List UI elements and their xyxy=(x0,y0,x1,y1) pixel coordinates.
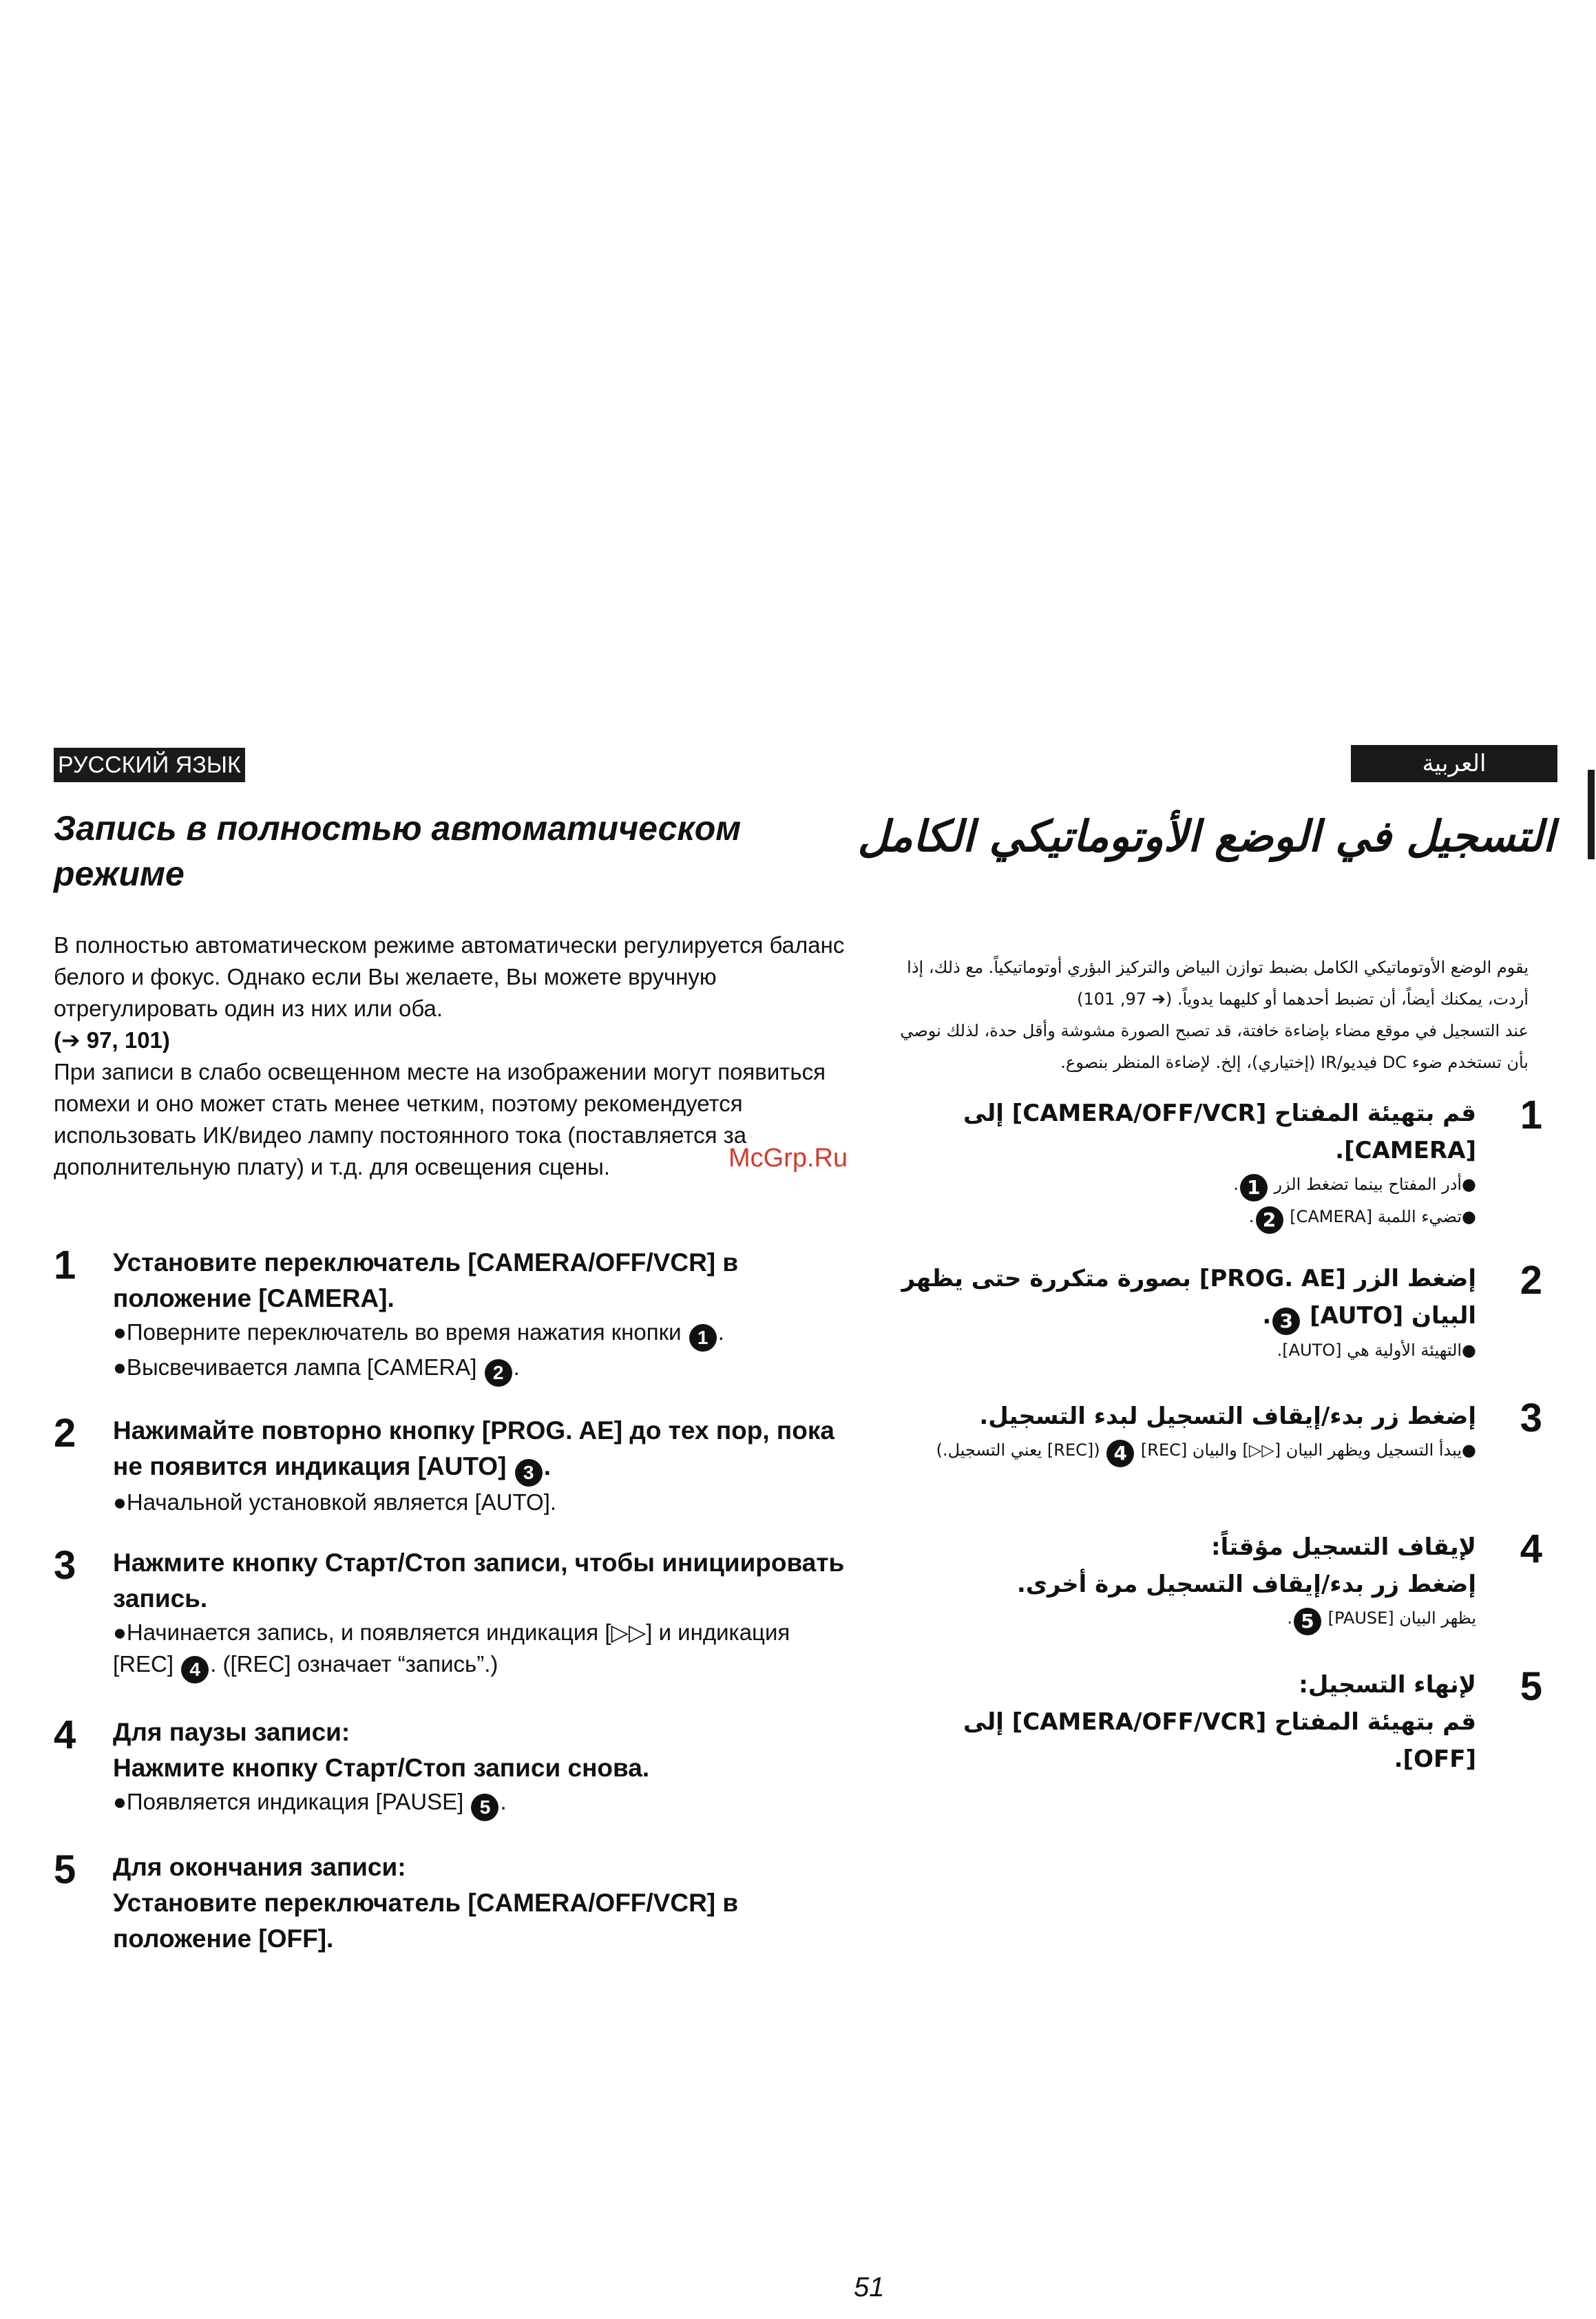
step-number: 5 xyxy=(1520,1664,1542,1709)
step-heading: لإنهاء التسجيل: xyxy=(1299,1671,1476,1699)
step-bullet: ●أدر المفتاح بينما تضغط الزر 1. xyxy=(888,1169,1476,1202)
step-heading: إضغط زر بدء/إيقاف التسجيل لبدء التسجيل. xyxy=(979,1403,1476,1430)
bullet-text: ●Появляется индикация [PAUSE] xyxy=(113,1789,464,1814)
callout-marker: 1 xyxy=(689,1324,717,1352)
callout-marker: 3 xyxy=(1272,1308,1300,1335)
intro-paragraph-2: При записи в слабо освещенном месте на изображении могут появиться помехи и оно может стать менее четким, поэтому рекомендуется использовать ИК/видео лампу постоянного тока (поставляется за дополнительную плату) и т.д. для освещения сцены. xyxy=(54,1059,826,1179)
bullet-text: ●يبدأ التسجيل ويظهر البيان [▷▷] والبيان [REC] xyxy=(1140,1440,1476,1460)
step-2-arabic xyxy=(888,1260,1542,1365)
bullet-text: يظهر البيان [PAUSE] xyxy=(1327,1608,1476,1628)
intro-paragraph-1: В полностью автоматическом режиме автоматически регулируется баланс белого и фокус. Однако если Вы желаете, Вы можете вручную отрегулировать один из них или оба. xyxy=(54,932,845,1021)
step-5-russian xyxy=(54,1849,846,1957)
page-reference: (➔ 97, 101) xyxy=(54,1027,170,1053)
page-title-arabic: التسجيل في الوضع الأوتوماتيكي الكامل xyxy=(857,811,1555,861)
step-2-russian xyxy=(54,1413,846,1518)
step-1-arabic xyxy=(888,1095,1542,1234)
step-bullet: ●Высвечивается лампа [CAMERA] 2 . xyxy=(113,1352,846,1387)
step-subheading: Нажмите кнопку Старт/Стоп записи снова. xyxy=(113,1754,650,1782)
step-heading: Нажимайте повторно кнопку [PROG. AE] до тех пор, пока не появится индикация [AUTO] 3 . xyxy=(113,1413,846,1487)
bullet-text: ●Высвечивается лампа [CAMERA] xyxy=(113,1354,477,1380)
step-subheading: قم بتهيئة المفتاح [CAMERA/OFF/VCR] إلى [OFF]. xyxy=(963,1708,1476,1773)
callout-marker: 5 xyxy=(1294,1608,1321,1635)
step-bullet xyxy=(888,1435,1476,1467)
callout-marker: 4 xyxy=(181,1656,209,1683)
step-4-russian xyxy=(54,1714,846,1821)
bullet-text: ●أدر المفتاح بينما تضغط الزر xyxy=(1274,1175,1476,1194)
bullet-text: ●تضيء اللمبة [CAMERA] xyxy=(1290,1207,1476,1226)
step-number: 1 xyxy=(54,1243,76,1288)
step-number: 5 xyxy=(54,1847,76,1892)
margin-bar xyxy=(1588,770,1595,859)
step-heading: Нажмите кнопку Старт/Стоп записи, чтобы инициировать запись. xyxy=(113,1549,845,1613)
callout-marker: 1 xyxy=(1240,1174,1268,1202)
step-5-arabic xyxy=(888,1666,1542,1778)
step-heading: قم بتهيئة المفتاح [CAMERA/OFF/VCR] إلى [CAMERA]. xyxy=(963,1100,1476,1164)
callout-marker: 2 xyxy=(485,1359,512,1387)
heading-text: Нажимайте повторно кнопку [PROG. AE] до тех пор, пока не появится индикация [AUTO] xyxy=(113,1416,834,1480)
step-bullet: ●Поверните переключатель во время нажатия кнопки 1 . xyxy=(113,1316,846,1352)
step-number: 4 xyxy=(1520,1526,1542,1571)
callout-marker: 5 xyxy=(471,1794,498,1821)
intro-arabic xyxy=(895,952,1529,1078)
step-number: 4 xyxy=(54,1712,76,1757)
step-bullet: ●تضيء اللمبة [CAMERA] 2. xyxy=(888,1202,1476,1234)
step-1-russian xyxy=(54,1245,846,1387)
heading-text: إضغط الزر [PROG. AE] بصورة متكررة حتى يظهر البيان [AUTO] xyxy=(901,1265,1476,1330)
page-title-russian: Запись в полностью автоматическом режиме xyxy=(54,809,742,893)
step-subheading: إضغط زر بدء/إيقاف التسجيل مرة أخرى. xyxy=(1016,1571,1476,1598)
callout-marker: 2 xyxy=(1256,1206,1283,1234)
intro-paragraph-2: عند التسجيل في موقع مضاء بإضاءة خافتة، قد تصبح الصورة مشوشة وأقل حدة، لذلك نوصي بأن تستخدم ضوء DC فيديو/IR (إختياري)، إلخ. لإضاءة المنظر بنصوع. xyxy=(900,1021,1529,1072)
step-number: 1 xyxy=(1520,1093,1542,1137)
step-bullet: ●التهيئة الأولية هي [AUTO]. xyxy=(1277,1341,1476,1360)
step-number: 2 xyxy=(54,1411,76,1456)
step-bullet: يظهر البيان [PAUSE] 5. xyxy=(888,1603,1476,1635)
step-bullet: ●Появляется индикация [PAUSE] 5 . xyxy=(113,1786,846,1821)
step-heading: Установите переключатель [CAMERA/OFF/VCR] в положение [CAMERA]. xyxy=(113,1248,739,1312)
bullet-text: ●Поверните переключатель во время нажатия кнопки xyxy=(113,1319,682,1345)
intro-paragraph-1: يقوم الوضع الأوتوماتيكي الكامل بضبط توازن البياض والتركيز البؤري أوتوماتيكياً. مع ذلك، إذا أردت، يمكنك أيضاً، أن تضبط أحدهما أو كليهما يدوياً. (➔ 97, 101) xyxy=(907,958,1529,1009)
language-tag-russian: РУССКИЙ ЯЗЫК xyxy=(54,748,245,782)
watermark: McGrp.Ru xyxy=(728,1144,848,1173)
step-heading: لإيقاف التسجيل مؤقتاً: xyxy=(1211,1533,1476,1561)
step-bullet xyxy=(113,1617,846,1683)
step-heading: Для паузы записи: xyxy=(113,1718,350,1746)
bullet-text: ●Начинается запись, и появляется индикация [▷▷] и индикация [REC] xyxy=(113,1619,790,1677)
step-4-arabic xyxy=(888,1526,1542,1635)
language-tag-arabic: العربية xyxy=(1351,745,1557,782)
step-number: 3 xyxy=(54,1543,76,1588)
callout-marker: 3 xyxy=(515,1459,543,1487)
step-3-russian xyxy=(54,1545,846,1683)
page-number: 51 xyxy=(854,2272,885,2302)
step-subheading: Установите переключатель [CAMERA/OFF/VCR] в положение [OFF]. xyxy=(113,1889,739,1953)
step-heading: إضغط الزر [PROG. AE] بصورة متكررة حتى يظهر البيان [AUTO] 3. xyxy=(888,1260,1476,1335)
callout-marker: 4 xyxy=(1106,1440,1134,1467)
step-number: 3 xyxy=(1520,1396,1542,1440)
step-bullet: ●Начальной установкой является [AUTO]. xyxy=(113,1489,557,1515)
step-heading: Для окончания записи: xyxy=(113,1853,406,1881)
bullet-text-tail: ([REC] يعني التسجيل.) xyxy=(936,1440,1106,1460)
step-number: 2 xyxy=(1520,1258,1542,1303)
step-3-arabic xyxy=(888,1398,1542,1467)
bullet-text-tail: . ([REC] означает “запись”.) xyxy=(210,1651,498,1677)
